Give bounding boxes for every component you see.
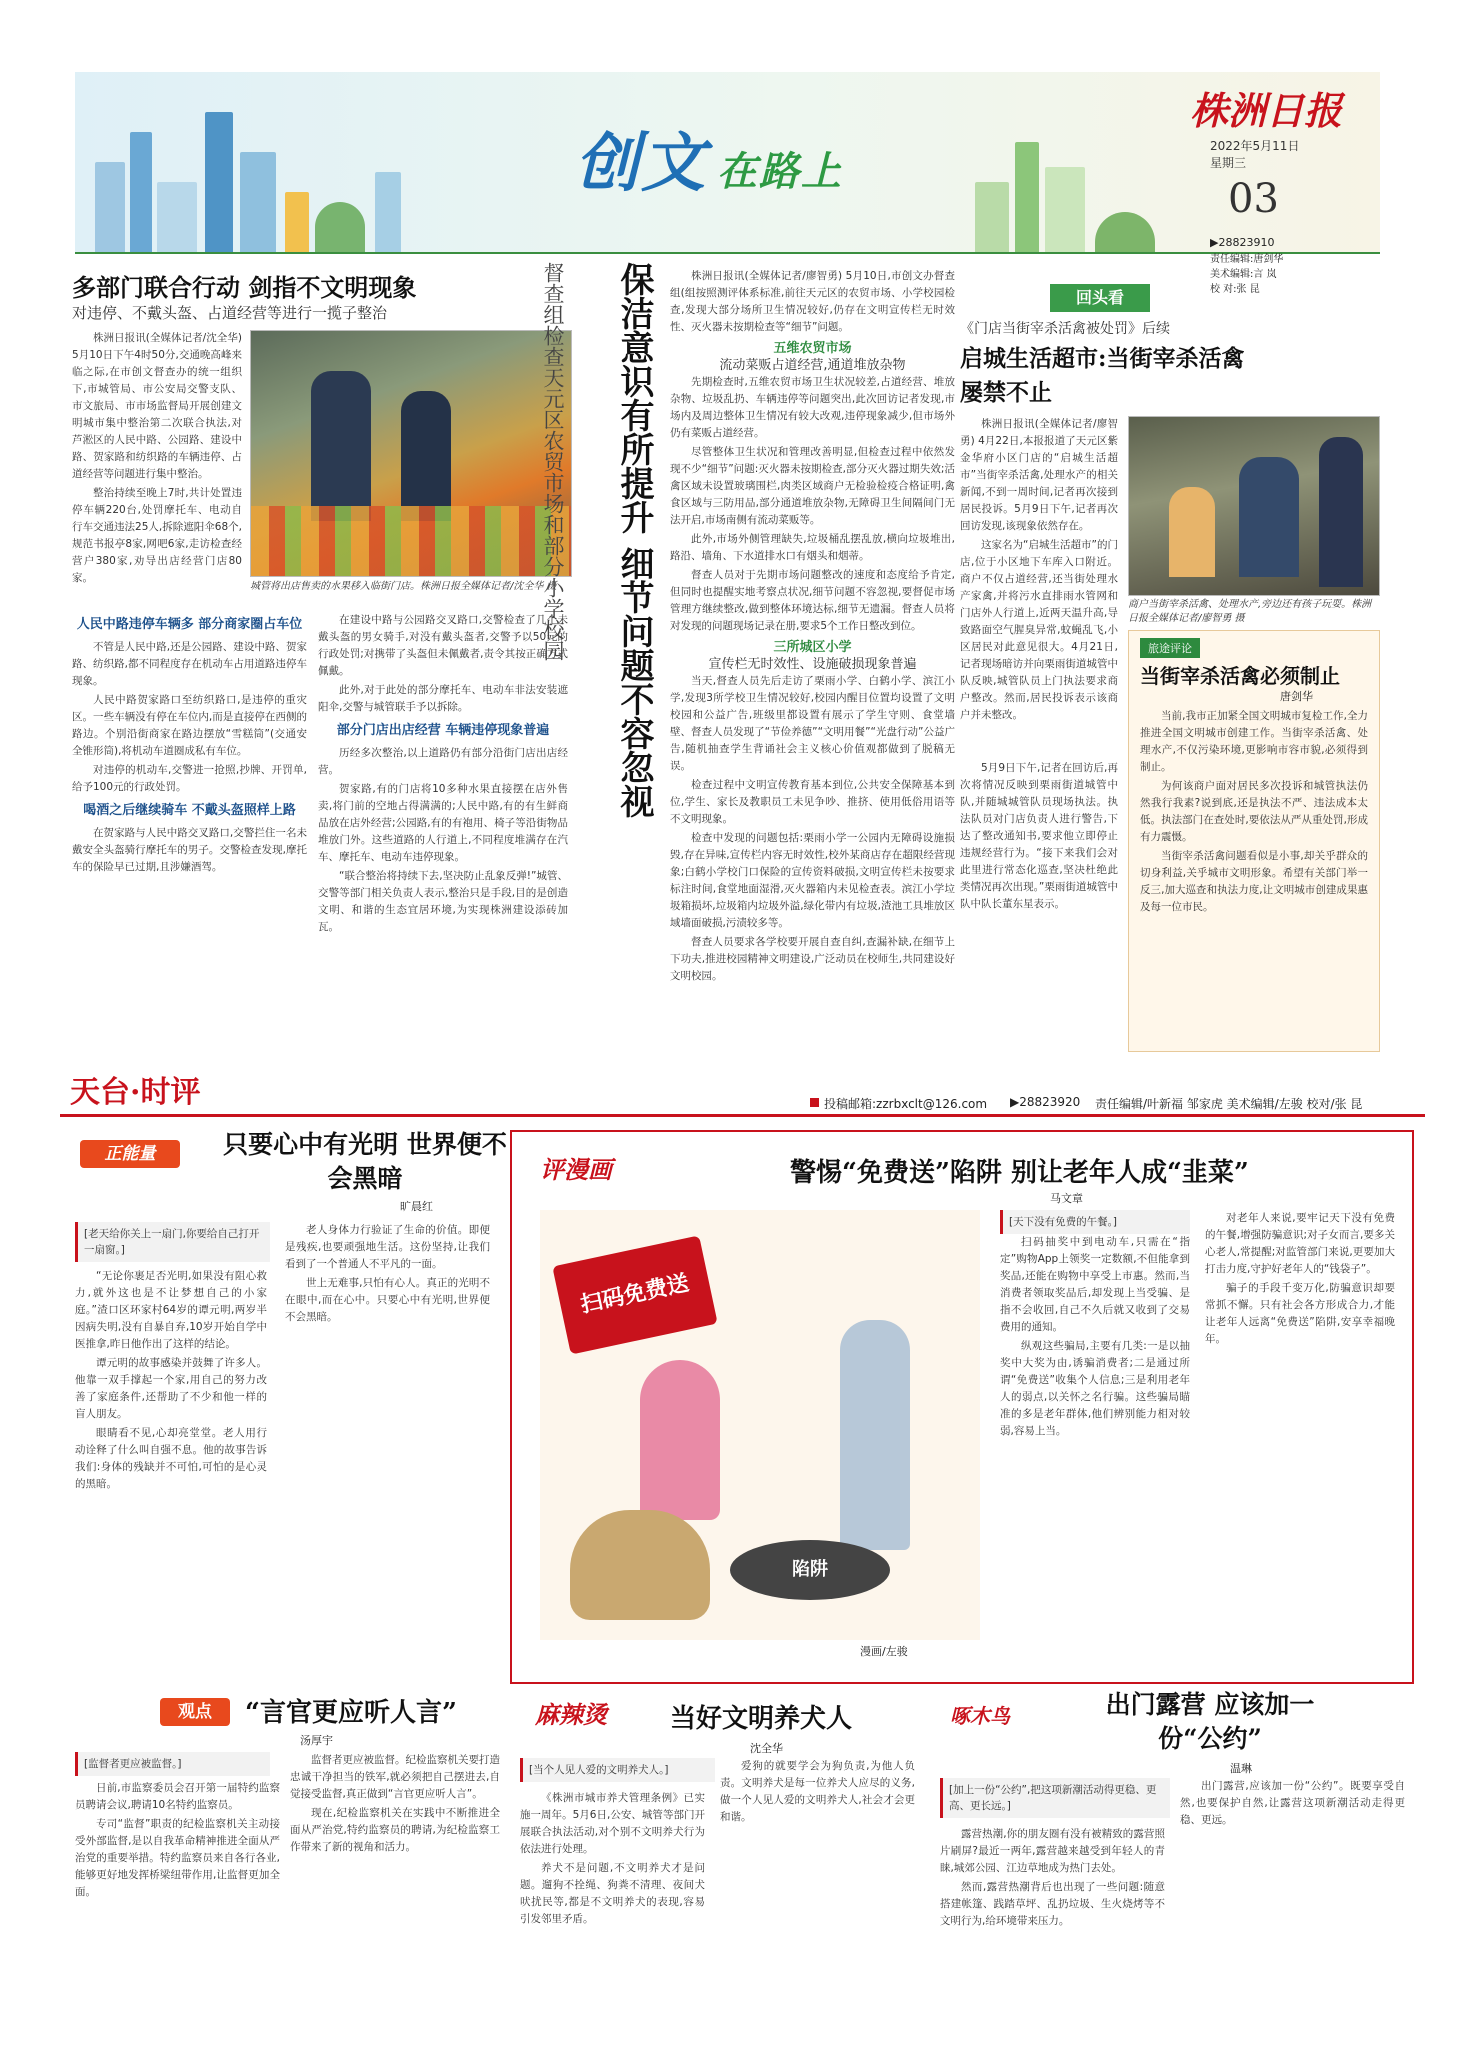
officer-figure: [401, 391, 451, 521]
article1-lead: 株洲日报讯(全媒体记者/沈全华) 5月10日下午4时50分,交通晚高峰来临之际,在市创文督查办的统一组织下,市城管局、市公安局交警支队、市文旅局、市市场监督局开展创建文明城市集中整治第二次联合执法,对芦淞区的人民中路、公园路、建设中路、贺家路和纺织路的车辆违停、占道经营等问题进行集中整治。: [72, 332, 242, 480]
cartoon-p3: 对老年人来说,要牢记天下没有免费的午餐,增强防骗意识;对子女而言,要多关心老人,常提醒;对监管部门来说,更要加大打击力度,守护好老年人的“钱袋子”。: [1205, 1212, 1395, 1275]
officer-figure: [311, 371, 371, 521]
cartoon-illustration: [540, 1210, 980, 1640]
essay3-p2: 养犬不是问题,不文明养犬才是问题。遛狗不拴绳、狗粪不清理、夜间犬吠扰民等,都是不文明养犬的表现,容易引发邻里矛盾。: [520, 1862, 705, 1925]
essay2-p4: 现在,纪检监察机关在实践中不断推进全面从严治党,特约监察员的聘请,为纪检监察工作带来了新的视角和活力。: [290, 1807, 500, 1853]
essay1-title: 只要心中有光明 世界便不会黑暗: [223, 1130, 507, 1193]
art-editor: 美术编辑:言 岚: [1210, 269, 1277, 280]
section-hotline: ▶28823920: [1010, 1095, 1081, 1109]
article3-col2: [960, 760, 1118, 915]
article2-p7: 检查中发现的问题包括:栗雨小学一公园内无障碍设施损毁,存在异味,宣传栏内容无时效性,校外某商店存在超限经营现象;白鹤小学校门口保险的宣传资料破损,文明宣传栏未按要求标注时间,食堂地面湿滑,灭火器箱内未见检查表。滨江小学垃圾箱损坏,垃圾箱内垃圾外溢,绿化带内有垃圾,渣池工具堆放区域墙面破损,污渍较多等。: [670, 832, 955, 929]
money-bag: [570, 1510, 710, 1620]
page-banner: [75, 72, 1380, 254]
essay2-col2: [290, 1752, 500, 1858]
article3-p2: 这家名为“启城生活超市”的门店,位于小区地下车库入口附近。商户不仅占道经营,还当街处理水产家禽,并将污水直排雨水管网和门店外人行道上,近两天温升高,导致路面空气腥臭异常,蚊蝇乱飞,小区居民对此意见很大。4月21日,记者现场暗访并向栗雨街道城管中队反映,城管队员上门执法要求商户整改。然而,居民投诉表示该商户并未整改。: [960, 539, 1118, 721]
essay4-col2: [1180, 1778, 1405, 1831]
essay3-col1: [520, 1790, 705, 1930]
officer-figure: [1319, 437, 1363, 587]
cartoon-author: 马文章: [1050, 1192, 1083, 1205]
essay2-p3: 监督者更应被监督。纪检监察机关要打造忠诚干净担当的铁军,就必须把自己摆进去,自觉接受监督,真正做到“言官更应听人言”。: [290, 1754, 500, 1800]
essay4-col1: [940, 1826, 1165, 1932]
essay3-quote: [当个人见人爱的文明养犬人。]: [520, 1758, 715, 1782]
article3-p3: 5月9日下午,记者在回访后,再次将情况反映到栗雨街道城管中队,并随城城管队员现场执法。执法队员对门店负责人进行警告,下达了整改通知书,要求他立即停止违规经营行为。“接下来我们会对此里进行常态化巡查,坚决杜绝此类情况再次出现。”栗雨街道城管中队中队长董东星表示。: [960, 762, 1118, 910]
editor: 责任编辑:唐剑华: [1210, 254, 1284, 265]
essay1-kicker: 正能量: [80, 1140, 180, 1168]
issue-date: [1210, 138, 1299, 172]
essay3-p3: 爱狗的就要学会为狗负责,为他人负责。文明养犬是每一位养犬人应尽的义务,做一个人见人爱的文明养犬人,社会才会更和谐。: [720, 1760, 915, 1823]
commentary-author: 唐剑华: [1280, 690, 1313, 703]
article1-p9: 历经多次整治,以上道路仍有部分沿街门店出店经营。: [318, 747, 568, 776]
essay1-author: 旷晨红: [400, 1200, 433, 1213]
essay4-title: 出门露营 应该加一份“公约”: [1105, 1690, 1315, 1753]
submit-email[interactable]: 投稿邮箱:zzrbxclt@126.com: [824, 1097, 988, 1111]
essay4-p3: 出门露营,应该加一份“公约”。既要享受自然,也要保护自然,让露营这项新潮活动走得更稳、更远。: [1180, 1780, 1405, 1826]
date-text: 2022年5月11日: [1210, 139, 1300, 153]
commentary-title: 当街宰杀活禽必须制止: [1140, 664, 1340, 688]
essay3-author: 沈全华: [750, 1742, 783, 1755]
essay3-title: 当好文明养犬人: [670, 1704, 853, 1734]
article1-col1: [72, 330, 242, 589]
proofreader: 校 对:张 昆: [1210, 284, 1260, 295]
article2-sub2b: 宣传栏无时效性、设施破损现象普遍: [708, 657, 917, 672]
commentary-body: [1140, 708, 1368, 918]
essay1-col1: [75, 1268, 267, 1495]
cartoon-kicker: 评漫画: [540, 1156, 612, 1184]
essay1-p4: 老人身体力行验证了生命的价值。即便是残疾,也要顽强地生活。这份坚持,让我们看到了一个普通人不平凡的一面。: [285, 1224, 490, 1270]
article1-p4: 人民中路贺家路口至纺织路口,是违停的重灾区。一些车辆没有停在车位内,而是直接停在西侧的路边。个别沿街商家在路边摆放“雪糕筒”(交通安全锥形筒),将机动车道圈成私有车位。: [72, 694, 307, 757]
essay1-p2: 谭元明的故事感染并鼓舞了许多人。他靠一双手撑起一个家,用自己的努力改善了家庭条件,还帮助了不少和他一样的盲人朋友。: [75, 1357, 267, 1420]
page-number: 03: [1228, 176, 1279, 222]
essay3-p1: 《株洲市城市养犬管理条例》已实施一周年。5月6日,公安、城管等部门开展联合执法活动,对个别不文明养犬行为依法进行处理。: [520, 1792, 705, 1855]
article3-title: 启城生活超市:当街宰杀活禽屡禁不止: [960, 345, 1245, 406]
cartoon-sign: 扫码免费送: [552, 1235, 717, 1354]
article1-p8: 此外,对于此处的部分摩托车、电动车非法安装遮阳伞,交警与城管联手予以拆除。: [318, 684, 568, 713]
vendor-figure: [1239, 457, 1299, 577]
elderly-man-figure: [840, 1320, 910, 1550]
hotline: ▶28823910: [1210, 236, 1275, 249]
commentary-p1: 当前,我市正加紧全国文明城市复检工作,全力推进全国文明城市创建工作。当街宰杀活禽、处理水产,不仅污染环境,更影响市容市貌,必须得到制止。: [1140, 710, 1368, 773]
article3-followup: 《门店当街宰杀活禽被处罚》后续: [960, 321, 1170, 337]
section-title: 天台·时评: [70, 1075, 201, 1110]
commentary-p2: 为何该商户面对居民多次投诉和城管执法仍然我行我素?说到底,还是执法不严、违法成本太低。执法部门在查处时,要依法从严从重处罚,形成有力震慑。: [1140, 780, 1368, 843]
essay2-author: 汤厚宇: [300, 1734, 333, 1747]
essay4-kicker: 啄木鸟: [950, 1704, 1010, 1728]
essay3-col2: [720, 1758, 915, 1828]
article1-p2: 整治持续至晚上7时,共计处置违停车辆220台,处罚摩托车、电动自行车交通违法25人,拆除遮阳伞68个,规范书报亭8家,网吧6家,走访检查经营户380家,劝导出店经营门店80家。: [72, 487, 242, 584]
essay4-author: 温琳: [1230, 1762, 1252, 1775]
article1-title: 多部门联合行动 剑指不文明现象: [72, 273, 417, 302]
mail-icon: [810, 1098, 819, 1107]
cartoon-quote: [天下没有免费的午餐。]: [1000, 1210, 1190, 1234]
cartoon-credit: 漫画/左骏: [860, 1645, 908, 1658]
essay2-kicker: 观点: [160, 1698, 230, 1726]
scammer-figure: [640, 1360, 720, 1520]
banner-title: [575, 112, 843, 204]
essay3-kicker: 麻辣烫: [535, 1700, 607, 1729]
article2-p3: 此外,市场外侧管理缺失,垃圾桶乱摆乱放,横向垃圾堆出,路沿、墙角、下水道排水口有烟头和烟蒂。: [670, 533, 955, 562]
article2-p6: 检查过程中文明宣传教育基本到位,公共安全保障基本到位,学生、家长及教职员工未见争吵、推挤、使用低俗用语等不文明现象。: [670, 779, 955, 825]
article1-p3: 不管是人民中路,还是公园路、建设中路、贺家路、纺织路,都不同程度存在机动车占用道路违停车现象。: [72, 641, 307, 687]
cartoon-p1: 扫码抽奖中到电动车,只需在“指定”购物App上领奖一定数额,不但能拿到奖品,还能在购物中享受上市惠。然而,当消费者领取奖品后,却发现上当受骗、是指不会收回,自己不久后就又收到了交易费用的通知。: [1000, 1236, 1190, 1333]
article1-col3: [318, 612, 568, 938]
fruit-stall: [251, 506, 571, 576]
weekday-text: 星期三: [1210, 156, 1247, 170]
essay1-quote: [老天给你关上一扇门,你要给自己打开一扇窗。]: [75, 1222, 270, 1262]
cartoon-p2: 纵观这些骗局,主要有几类:一是以抽奖中大奖为由,诱骗消费者;二是通过所谓“免费送”收集个人信息;三是利用老年人的弱点,以关怀之名行骗。这些骗局瞄准的多是老年群体,他们辨别能力相对较弱,容易上当。: [1000, 1340, 1190, 1437]
essay4-quote: [加上一份“公约”,把这项新潮活动得更稳、更高、更长远。]: [940, 1778, 1170, 1818]
editor-credits: [1210, 252, 1283, 297]
pit-trap: 陷阱: [730, 1540, 890, 1600]
essay1-p1: “无论你裹足否光明,如果没有阻心救力,就外这也是不让梦想自己的小家庭。”渣口区环家村64岁的谭元明,两岁半因病失明,没有自暴自弃,10岁开始自学中医推拿,昨日他作出了这样的结论。: [75, 1270, 267, 1350]
commentary-p3: 当街宰杀活禽问题看似是小事,却关乎群众的切身利益,关乎城市文明形象。希望有关部门举一反三,加大巡查和执法力度,让文明城市创建成果惠及每一位市民。: [1140, 850, 1368, 913]
article1-caption: 城管将出店售卖的水果移入临街门店。株洲日报全媒体记者/沈全华 摄: [250, 581, 557, 592]
article2-p8: 督查人员要求各学校要开展自查自纠,查漏补缺,在细节上下功夫,推进校园精神文明建设,广泛动员在校师生,共同建设好文明校园。: [670, 936, 955, 982]
article1-sub2: 喝酒之后继续骑车 不戴头盔照样上路: [83, 803, 296, 818]
article3-col1: [960, 416, 1118, 726]
essay1-p5: 世上无难事,只怕有心人。真正的光明不在眼中,而在心中。只要心中有光明,世界便不会黑暗。: [285, 1277, 490, 1323]
article2-p5: 当天,督查人员先后走访了栗雨小学、白鹤小学、滨江小学,发现3所学校卫生情况较好,校园内醒目位置均设置了文明校园和公益广告,班级里都设置有展示了学生守则、食堂墙壁、督查人员发现了“节俭养德”“文明用餐”“光盘行动”公益广告,随机抽查学生背诵社会主义核心价值观都做到了脱稿无误。: [670, 675, 955, 772]
essay1-p3: 眼睛看不见,心却亮堂堂。老人用行动诠释了什么叫自强不息。他的故事告诉我们:身体的残缺并不可怕,可怕的是心灵的黑暗。: [75, 1427, 267, 1490]
essay2-p1: 日前,市监察委员会召开第一届特约监察员聘请会议,聘请10名特约监察员。: [75, 1782, 280, 1811]
essay4-p1: 露营热潮,你的朋友圈有没有被精致的露营照片刷屏?最近一两年,露营越来越受到年轻人的青睐,城郊公园、江边草地成为热门去处。: [940, 1828, 1165, 1874]
essay4-p2: 然而,露营热潮背后也出现了一些问题:随意搭建帐篷、践踏草坪、乱扔垃圾、生火烧烤等不文明行为,给环境带来压力。: [940, 1881, 1165, 1927]
essay1-col2: [285, 1222, 490, 1328]
section-credits: 责任编辑/叶新福 邹家虎 美术编辑/左骏 校对/张 昆: [1095, 1097, 1363, 1111]
essay2-col1: [75, 1780, 280, 1903]
essay2-title: “言官更应听人言”: [245, 1698, 457, 1728]
article1-sub1: 人民中路违停车辆多 部分商家圈占车位: [76, 617, 303, 632]
article1-col2: [72, 610, 307, 878]
article2-sub1: 五维农贸市场: [773, 341, 852, 356]
essay2-p2: 专司“监督”职责的纪检监察机关主动接受外部监督,是以自我革命精神推进全面从严治党的重要举措。特约监察员来自各行各业,能够更好地发挥桥梁纽带作用,让监督更加全面。: [75, 1818, 280, 1898]
article2-kicker: 督查组检查天元区农贸市场和部分小学校园: [541, 262, 565, 661]
cartoon-col1: [1000, 1210, 1190, 1442]
article1-p7: 在建设中路与公园路交叉路口,交警检查了几个未戴头盔的男女骑手,对没有戴头盔者,交警予以50元的行政处罚;对携带了头盔但未佩戴者,责令其按正确方式佩戴。: [318, 614, 568, 677]
article3-kicker: 回头看: [1050, 284, 1150, 312]
article1-p6: 在贺家路与人民中路交叉路口,交警拦住一名未戴安全头盔骑行摩托车的男子。交警检查发现,摩托车的保险早已过期,且涉嫌酒驾。: [72, 827, 307, 873]
article2-p1: 先期检查时,五维农贸市场卫生状况较差,占道经营、堆放杂物、垃圾乱扔、车辆违停等问题突出,此次回访记者发现,市场内及周边整体卫生情况有较大改观,违停现象减少,但市场外仍有菜贩占道经营。: [670, 376, 955, 439]
cartoon-col2: [1205, 1210, 1395, 1350]
essay2-quote: [监督者更应被监督。]: [75, 1752, 270, 1776]
article2-p2: 尽管整体卫生状况和管理改善明显,但检查过程中依然发现不少“细节”问题:灭火器未按期检查,部分灭火器过期失效;活禽区域未设置玻璃围栏,肉类区域商户无检验检疫合格证明,禽食区域与三防用品,部分通道堆放杂物,无障碍卫生间隔间门无法开启,市场南侧有流动菜贩等。: [670, 446, 955, 526]
article1-photo: [250, 330, 572, 577]
cartoon-title: 警惕“免费送”陷阱 别让老年人成“韭菜”: [790, 1158, 1249, 1188]
article3-caption: 商户当街宰杀活禽、处理水产,旁边还有孩子玩耍。株洲日报全媒体记者/廖智勇 摄: [1128, 599, 1372, 624]
article2-lead: 株洲日报讯(全媒体记者/廖智勇) 5月10日,市创文办督查组(组按照测评体系标准,前往天元区的农贸市场、小学校园检查,发现大部分场所卫生情况较好,仍存在文明宣传栏无时效性、灭火器未按期检查等“细节”问题。: [670, 270, 955, 333]
article3-lead: 株洲日报讯(全媒体记者/廖智勇) 4月22日,本报报道了天元区紫金华府小区门店的“启城生活超市”当街宰杀活禽,处理水产的相关新闻,不到一周时间,记者再次接到居民投诉。5月9日下午,记者再次回访发现,该现象依然存在。: [960, 418, 1118, 532]
article1-p5: 对违停的机动车,交警进一抢照,抄牌、开罚单,给予100元的行政处罚。: [72, 764, 307, 793]
article1-sub3: 部分门店出店经营 车辆违停现象普遍: [336, 723, 550, 738]
commentary-kicker: 旅途评论: [1140, 638, 1200, 658]
article1-subtitle: 对违停、不戴头盔、占道经营等进行一揽子整治: [72, 304, 388, 322]
article1-p11: “联合整治将持续下去,坚决防止乱象反弹!”城管、交警等部门相关负责人表示,整治只是手段,目的是创造文明、和谐的生态宜居环境,为实现株洲建设添砖加瓦。: [318, 870, 568, 933]
article2-title: 保洁意识有所提升 细节问题不容忽视: [614, 262, 654, 818]
article2-sub1b: 流动菜贩占道经营,通道堆放杂物: [719, 358, 906, 373]
cartoon-p4: 骗子的手段千变万化,防骗意识却要常抓不懈。只有社会各方形成合力,才能让老年人远离“免费送”陷阱,安享幸福晚年。: [1205, 1282, 1395, 1345]
article2-p4: 督查人员对于先期市场问题整改的速度和态度给予肯定,但同时也提醒实地考察点状况,细节问题不容忽视,要督促市场管理方继续整改,做到整体环境达标,细节无遗漏。督查人员将对发现的问题现场记录在册,要求5个工作日整改到位。: [670, 569, 955, 632]
child-figure: [1169, 487, 1215, 577]
banner-title-main: 创文: [575, 126, 707, 201]
article3-photo: [1128, 416, 1380, 596]
banner-title-sub: 在路上: [717, 148, 843, 195]
article2-body: [670, 268, 955, 987]
newspaper-masthead: 株洲日报: [1190, 88, 1343, 133]
article1-p10: 贺家路,有的门店将10多种水果直接摆在店外售卖,将门前的空地占得满满的;人民中路,有的有生鲜商品放在店外经营;公园路,有的有袍用、椅子等沿街物品堆放门外。这些道路的人行道上,不同程度堆满存在汽车、摩托车、电动车违停现象。: [318, 783, 568, 863]
article2-sub2: 三所城区小学: [773, 640, 852, 655]
